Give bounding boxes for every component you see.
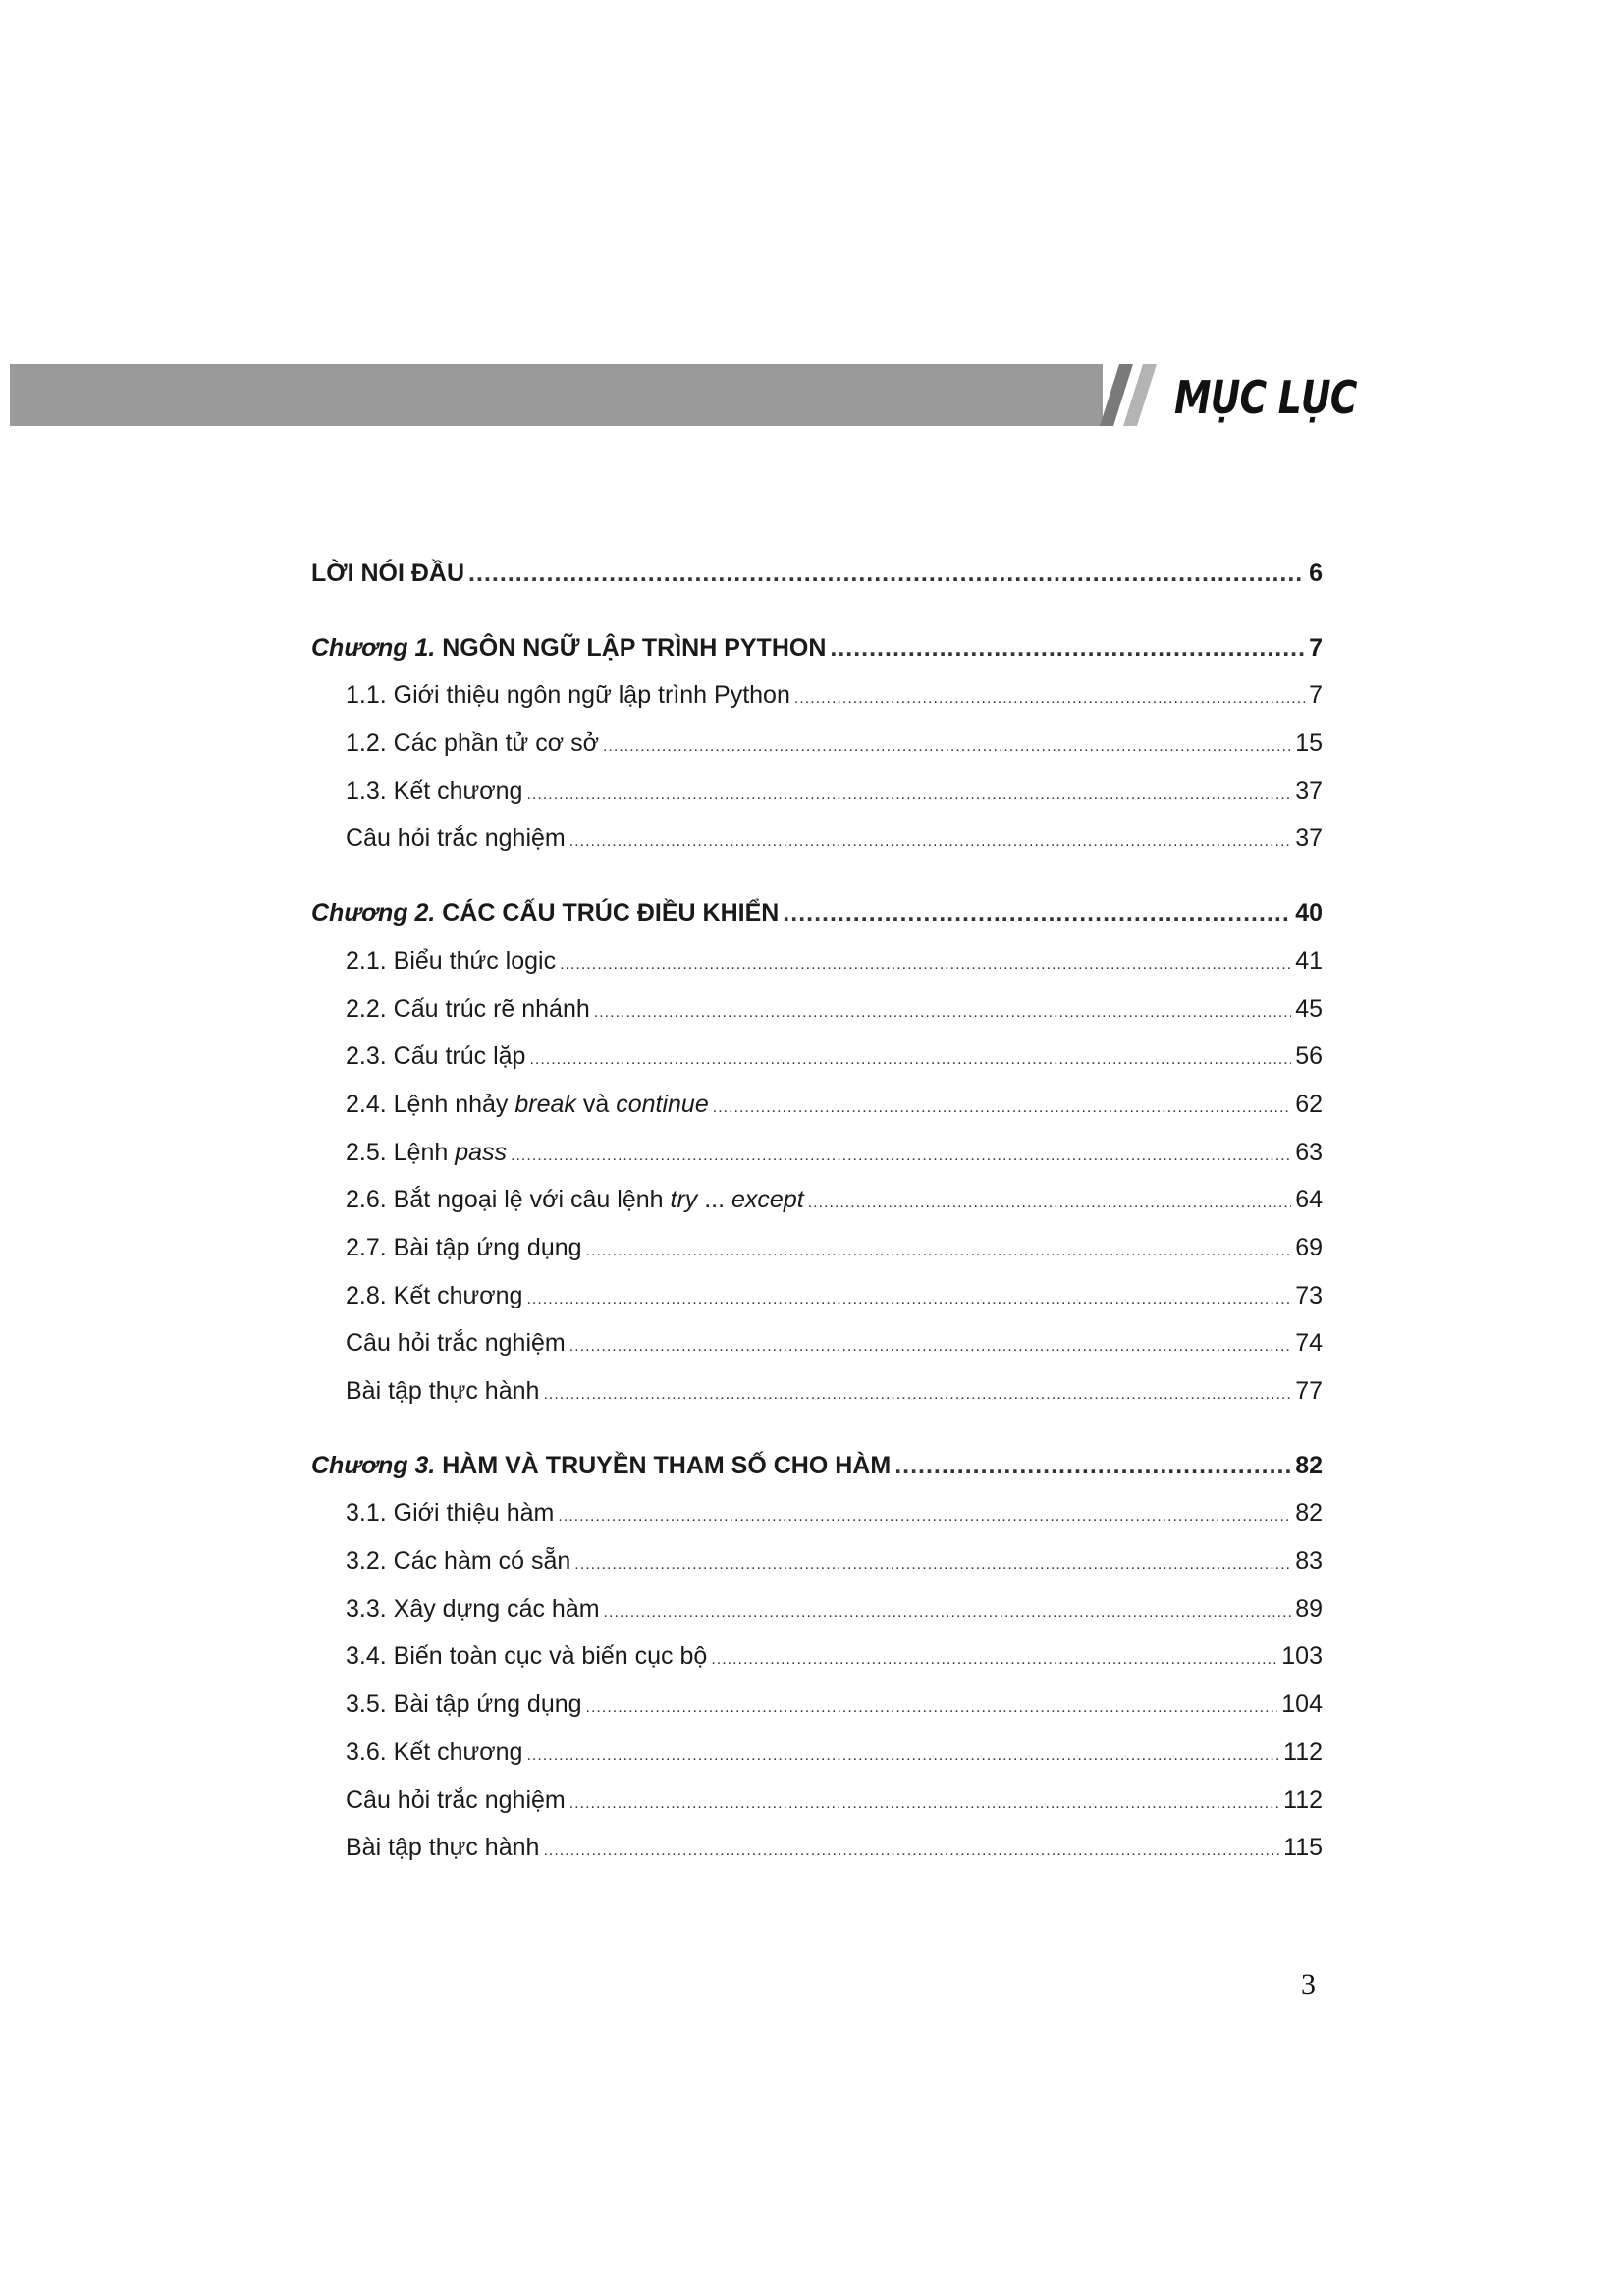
- toc-entry-title: [346, 1224, 582, 1272]
- toc-chapter-entry[interactable]: [311, 624, 1323, 672]
- toc-section-entry[interactable]: [311, 1585, 1323, 1633]
- toc-keyword: break: [514, 1090, 576, 1118]
- toc-dot-leader: [794, 675, 1305, 723]
- toc-section-entry[interactable]: [311, 1537, 1323, 1585]
- toc-entry-title: [311, 624, 826, 672]
- toc-text: 3.5. Bài tập ứng dụng: [346, 1690, 582, 1719]
- toc-entry-title: [346, 1632, 707, 1681]
- toc-section-entry[interactable]: [311, 1729, 1323, 1777]
- toc-page-number: 69: [1295, 1233, 1323, 1261]
- toc-section-entry[interactable]: [311, 1081, 1323, 1129]
- toc-chapter-title: LỜI NÓI ĐẦU: [311, 560, 465, 587]
- toc-text: 1.2. Các phần tử cơ sở: [346, 729, 599, 758]
- toc-entry-title: [346, 1176, 804, 1224]
- toc-entry-title: [346, 1681, 582, 1729]
- toc-text: 2.4. Lệnh nhảy: [346, 1090, 515, 1118]
- toc-chapter-title: CÁC CẤU TRÚC ĐIỀU KHIỂN: [435, 899, 780, 928]
- toc-text: 2.5. Lệnh: [346, 1138, 456, 1166]
- toc-text: 3.2. Các hàm có sẵn: [346, 1547, 571, 1575]
- toc-entry-title: [346, 1585, 600, 1633]
- toc-keyword: try: [670, 1186, 698, 1214]
- toc-dot-leader: [569, 819, 1291, 867]
- toc-text: 3.6. Kết chương: [346, 1737, 523, 1766]
- toc-page-number: 112: [1283, 1786, 1323, 1814]
- toc-page-number: 37: [1295, 825, 1323, 853]
- toc-section-entry[interactable]: [311, 1319, 1323, 1367]
- toc-section-entry[interactable]: [311, 986, 1323, 1034]
- toc-chapter-entry[interactable]: [311, 550, 1323, 598]
- toc-text: 2.3. Cấu trúc lặp: [346, 1042, 526, 1071]
- toc-section-entry[interactable]: [311, 1176, 1323, 1224]
- toc-entry-title: [346, 1777, 566, 1825]
- toc-section-entry[interactable]: [311, 1489, 1323, 1537]
- toc-text: và: [575, 1090, 617, 1118]
- toc-dot-leader: [594, 989, 1291, 1038]
- toc-section-entry[interactable]: [311, 720, 1323, 768]
- toc-page-number: 62: [1295, 1090, 1323, 1118]
- toc-text: 2.8. Kết chương: [346, 1281, 523, 1309]
- toc-entry-title: [346, 1033, 525, 1081]
- toc-page-number: 15: [1295, 729, 1323, 758]
- toc-chapter-label: Chương 3.: [311, 1451, 436, 1479]
- toc-entry-title: [346, 1129, 507, 1177]
- toc-text: 3.3. Xây dựng các hàm: [346, 1594, 600, 1623]
- toc-dot-leader: [894, 1442, 1291, 1490]
- toc-chapter-title: NGÔN NGỮ LẬP TRÌNH PYTHON: [435, 633, 827, 662]
- toc-entry-title: [346, 1319, 566, 1367]
- toc-entry-title: [346, 1367, 539, 1415]
- toc-text: 2.1. Biểu thức logic: [346, 946, 557, 975]
- toc-dot-leader: [529, 1037, 1291, 1085]
- toc-entry-title: [311, 550, 464, 598]
- toc-section-entry[interactable]: [311, 937, 1323, 986]
- toc-section-gap: [311, 598, 1323, 624]
- toc-section-entry[interactable]: [311, 1367, 1323, 1415]
- toc-page-number: 73: [1295, 1281, 1323, 1309]
- toc-section-entry[interactable]: [311, 768, 1323, 816]
- toc-dot-leader: [711, 1636, 1277, 1684]
- toc-entry-title: [346, 937, 556, 986]
- toc-page-number: 40: [1295, 899, 1323, 928]
- toc-page-number: 41: [1295, 946, 1323, 975]
- toc-page-number: 82: [1295, 1451, 1323, 1479]
- toc-dot-leader: [558, 1493, 1291, 1541]
- toc-page-number: 83: [1295, 1547, 1323, 1575]
- toc-section-entry[interactable]: [311, 1224, 1323, 1272]
- toc-text: Câu hỏi trắc nghiệm: [346, 1329, 566, 1358]
- toc-entry-title: [346, 1272, 522, 1320]
- toc-page-number: 82: [1295, 1499, 1323, 1527]
- toc-dot-leader: [808, 1180, 1292, 1228]
- toc-page-number: 7: [1309, 633, 1323, 662]
- toc-chapter-entry[interactable]: [311, 889, 1323, 937]
- toc-section-entry[interactable]: [311, 1272, 1323, 1320]
- toc-page-number: 104: [1281, 1690, 1323, 1719]
- page-number: 3: [1301, 1968, 1316, 2001]
- toc-dot-leader: [574, 1541, 1291, 1589]
- toc-dot-leader: [569, 1781, 1279, 1829]
- toc-section-entry[interactable]: [311, 1129, 1323, 1177]
- toc-entry-title: [346, 1537, 570, 1585]
- toc-entry-title: [346, 815, 566, 863]
- toc-section-entry[interactable]: [311, 1681, 1323, 1729]
- toc-text: 2.2. Cấu trúc rẽ nhánh: [346, 994, 590, 1023]
- table-of-contents: [311, 550, 1323, 1872]
- toc-text: Câu hỏi trắc nghiệm: [346, 825, 566, 853]
- toc-dot-leader: [560, 941, 1291, 989]
- toc-text: Bài tập thực hành: [346, 1834, 540, 1862]
- toc-page-number: 89: [1295, 1594, 1323, 1623]
- toc-dot-leader: [543, 1371, 1291, 1419]
- toc-dot-leader: [511, 1133, 1291, 1181]
- toc-dot-leader: [569, 1323, 1291, 1371]
- toc-page-number: 63: [1295, 1138, 1323, 1166]
- toc-dot-leader: [526, 772, 1291, 820]
- toc-text: 3.1. Giới thiệu hàm: [346, 1499, 555, 1527]
- toc-text: 3.4. Biến toàn cục và biến cục bộ: [346, 1642, 708, 1671]
- toc-dot-leader: [603, 723, 1291, 772]
- toc-page-number: 74: [1295, 1329, 1323, 1358]
- toc-text: 1.1. Giới thiệu ngôn ngữ lập trình Python: [346, 681, 790, 710]
- page-title: MỤC LỤC: [1174, 371, 1357, 424]
- toc-text: 2.6. Bắt ngoại lệ với câu lệnh: [346, 1186, 671, 1214]
- toc-dot-leader: [526, 1733, 1279, 1781]
- toc-page-number: 7: [1309, 681, 1323, 710]
- toc-dot-leader: [783, 889, 1291, 937]
- toc-dot-leader: [604, 1589, 1292, 1637]
- toc-entry-title: [346, 671, 790, 720]
- toc-entry-title: [346, 1489, 554, 1537]
- toc-page-number: 112: [1283, 1737, 1323, 1766]
- toc-dot-leader: [586, 1684, 1278, 1733]
- toc-section-entry[interactable]: [311, 815, 1323, 863]
- toc-section-gap: [311, 1415, 1323, 1442]
- header-slash-decoration: [1090, 364, 1168, 426]
- toc-page-number: 37: [1295, 776, 1323, 805]
- toc-entry-title: [346, 1824, 539, 1872]
- toc-dot-leader: [526, 1276, 1291, 1324]
- toc-page-number: 115: [1283, 1834, 1323, 1862]
- toc-dot-leader: [468, 550, 1305, 598]
- toc-section-entry[interactable]: [311, 1632, 1323, 1681]
- toc-entry-title: [346, 768, 522, 816]
- toc-chapter-title: HÀM VÀ TRUYỀN THAM SỐ CHO HÀM: [435, 1451, 892, 1479]
- toc-dot-leader: [830, 624, 1305, 672]
- toc-page-number: 56: [1295, 1042, 1323, 1071]
- toc-section-entry[interactable]: [311, 671, 1323, 720]
- toc-section-entry[interactable]: [311, 1777, 1323, 1825]
- toc-chapter-label: Chương 1.: [311, 633, 436, 662]
- toc-section-entry[interactable]: [311, 1824, 1323, 1872]
- toc-dot-leader: [586, 1228, 1292, 1276]
- toc-text: 1.3. Kết chương: [346, 776, 523, 805]
- toc-dot-leader: [543, 1828, 1279, 1876]
- toc-keyword: pass: [455, 1138, 508, 1166]
- toc-chapter-entry[interactable]: [311, 1442, 1323, 1490]
- toc-entry-title: [346, 720, 599, 768]
- toc-entry-title: [311, 1442, 891, 1490]
- toc-entry-title: [346, 986, 590, 1034]
- header-band: [10, 364, 1103, 426]
- toc-dot-leader: [713, 1085, 1291, 1133]
- toc-keyword: continue: [616, 1090, 709, 1118]
- toc-page-number: 103: [1281, 1642, 1323, 1671]
- toc-keyword: except: [731, 1186, 804, 1214]
- toc-entry-title: [311, 889, 779, 937]
- toc-page-number: 45: [1295, 994, 1323, 1023]
- toc-section-entry[interactable]: [311, 1033, 1323, 1081]
- toc-chapter-label: Chương 2.: [311, 899, 436, 928]
- toc-entry-title: [346, 1729, 522, 1777]
- toc-page-number: 64: [1295, 1186, 1323, 1214]
- toc-text: Bài tập thực hành: [346, 1377, 540, 1405]
- toc-text: Câu hỏi trắc nghiệm: [346, 1786, 566, 1814]
- toc-text: 2.7. Bài tập ứng dụng: [346, 1233, 582, 1261]
- toc-text: ...: [697, 1186, 732, 1214]
- toc-entry-title: [346, 1081, 709, 1129]
- toc-page-number: 77: [1295, 1377, 1323, 1405]
- toc-section-gap: [311, 863, 1323, 889]
- toc-page-number: 6: [1309, 560, 1323, 587]
